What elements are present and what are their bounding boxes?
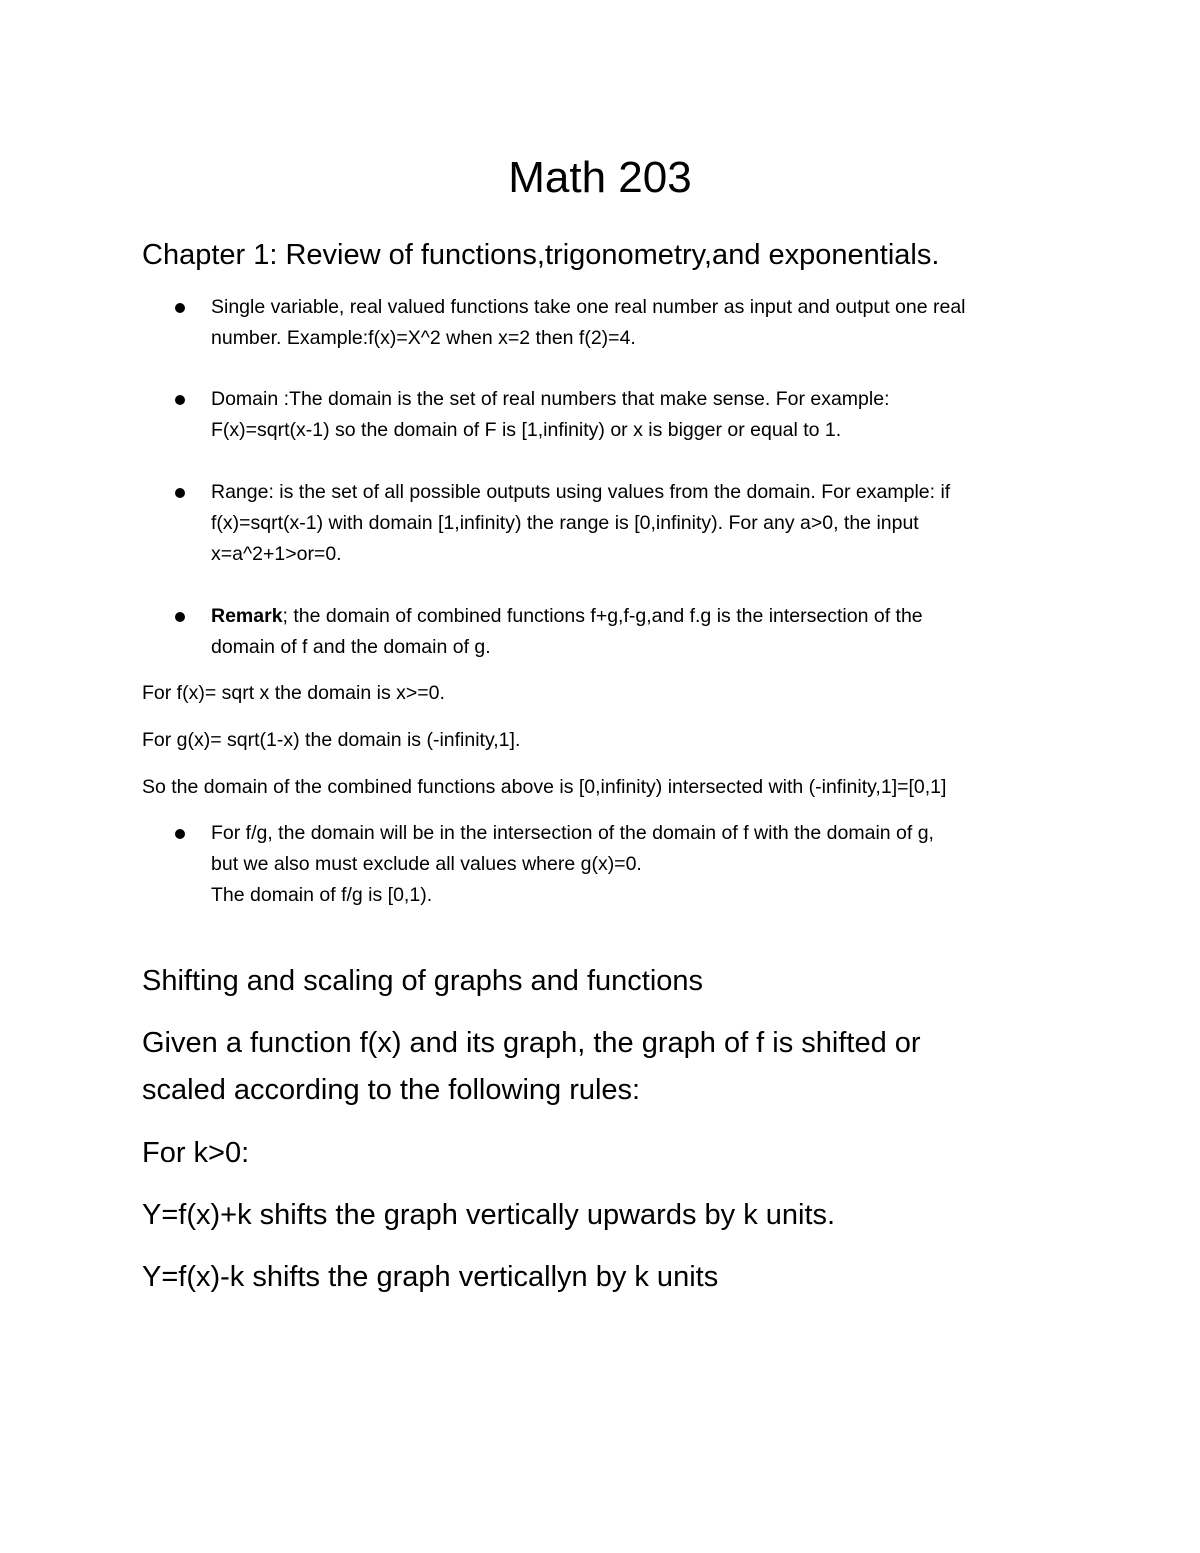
bullet-line: Range: is the set of all possible outputs using values from the domain. For example: if <box>211 481 951 503</box>
list-item <box>0 818 1200 911</box>
page-title: Math 203 <box>508 153 692 202</box>
bullet-line: domain of f and the domain of g. <box>211 636 491 658</box>
bullet-line: The domain of f/g is [0,1). <box>211 884 433 906</box>
bullet-list-chapter1 <box>0 601 1200 663</box>
bullet-icon <box>175 612 185 622</box>
chapter-heading: Chapter 1: Review of functions,trigonometry,and exponentials. <box>142 239 940 271</box>
section-paragraph: Y=f(x)+k shifts the graph vertically upwards by k units. <box>142 1199 836 1231</box>
remark-text: ; the domain of combined functions f+g,f-g,and f.g is the intersection of the <box>282 605 923 627</box>
paragraph: So the domain of the combined functions above is [0,infinity) intersected with (-infinity,1]=[0,1] <box>142 776 947 798</box>
list-item <box>0 384 1200 446</box>
bullet-line: F(x)=sqrt(x-1) so the domain of F is [1,infinity) or x is bigger or equal to 1. <box>211 419 842 441</box>
bullet-line: x=a^2+1>or=0. <box>211 543 342 565</box>
bullet-list-chapter1 <box>0 477 1200 570</box>
bullet-list-fg <box>0 818 1200 911</box>
list-item <box>0 292 1200 354</box>
section-paragraph: Given a function f(x) and its graph, the graph of f is shifted or <box>142 1027 921 1059</box>
bullet-line: Single variable, real valued functions take one real number as input and output one real <box>211 296 966 318</box>
bullet-line: f(x)=sqrt(x-1) with domain [1,infinity) the range is [0,infinity). For any a>0, the input <box>211 512 919 534</box>
bullet-line: For f/g, the domain will be in the intersection of the domain of f with the domain of g, <box>211 822 934 844</box>
paragraph: For f(x)= sqrt x the domain is x>=0. <box>142 682 445 704</box>
bullet-list-chapter1 <box>0 384 1200 446</box>
section-paragraph: scaled according to the following rules: <box>142 1074 641 1106</box>
list-item <box>0 601 1200 663</box>
bullet-icon <box>175 303 185 313</box>
bullet-list-chapter1 <box>0 292 1200 354</box>
bullet-line: Domain :The domain is the set of real numbers that make sense. For example: <box>211 388 890 410</box>
bullet-icon <box>175 488 185 498</box>
paragraph: For g(x)= sqrt(1-x) the domain is (-infinity,1]. <box>142 729 521 751</box>
bullet-icon <box>175 395 185 405</box>
bullet-line <box>211 601 1061 632</box>
bullet-line: number. Example:f(x)=X^2 when x=2 then f(2)=4. <box>211 327 636 349</box>
section-paragraph: Y=f(x)-k shifts the graph verticallyn by k units <box>142 1261 719 1293</box>
remark-label: Remark <box>211 605 283 627</box>
section-heading: Shifting and scaling of graphs and functions <box>142 965 704 997</box>
list-item <box>0 477 1200 570</box>
bullet-line: but we also must exclude all values where g(x)=0. <box>211 853 642 875</box>
bullet-icon <box>175 829 185 839</box>
section-paragraph: For k>0: <box>142 1137 250 1169</box>
